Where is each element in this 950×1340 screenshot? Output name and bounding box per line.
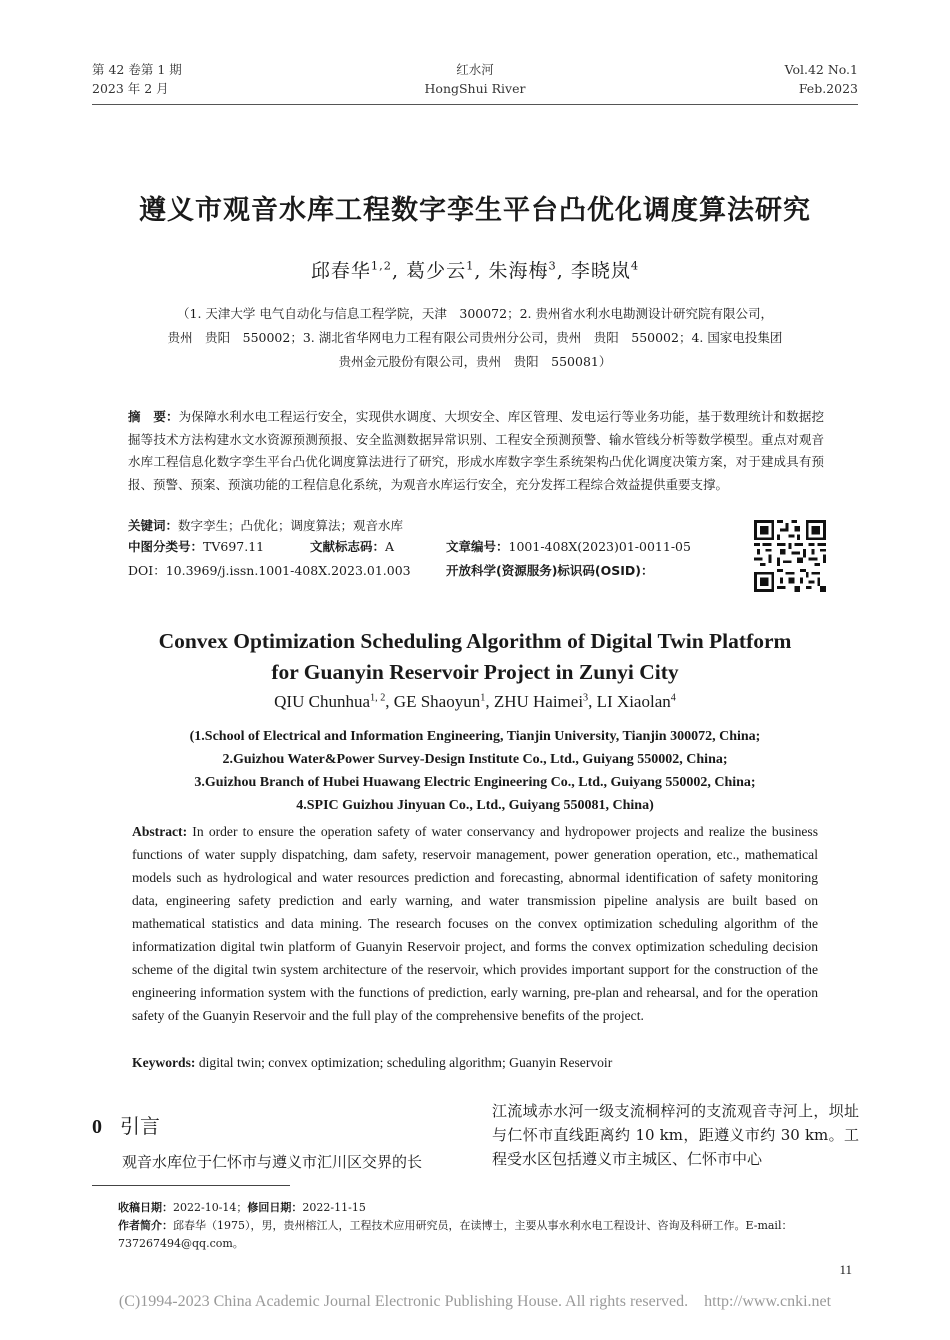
abstract-text-cn: 为保障水利水电工程运行安全，实现供水调度、大坝安全、库区管理、发电运行等业务功能，基于数理统计和数据挖掘等技术方法构建水文水资源预测预报、安全监测数据异常识别、工程安全预测预警、输水管线分析等数学模型。重点对观音水库工程信息化数字孪生平台凸优化调度算法进行了研究，形成水库数字孪生系统架构凸优化调度决策方案，对于建成具有预报、预警、预案、预演功能的工程信息化系统，为观音水库运行安全，充分发挥工程综合效益提供重要支撑。 (128, 409, 824, 492)
affiliation-line: 3.Guizhou Branch of Hubei Huawang Electric Engineering Co., Ltd., Guiyang 550002, China; (194, 775, 756, 790)
author-affil-sup: 1, 2 (370, 692, 386, 704)
author-name: 邱春华 (310, 260, 371, 282)
body-paragraph-right: 江流域赤水河一级支流桐梓河的支流观音寺河上，坝址与仁怀市直线距离约 10 km，距遵义市约 30 km。工程受水区包括遵义市主城区、仁怀市中心 (492, 1102, 859, 1168)
body-paragraph-left: 观音水库位于仁怀市与遵义市汇川区交界的长 (122, 1153, 423, 1171)
volume-issue-cn: 第 42 卷第 1 期 (92, 62, 182, 77)
author-name: GE Shaoyun (393, 692, 481, 711)
title-line: for Guanyin Reservoir Project in Zunyi City (271, 660, 679, 684)
date-en: Feb.2023 (798, 81, 858, 96)
author-affil-sup: 1,2 (370, 258, 393, 273)
author-affil-sup: 3 (548, 258, 557, 273)
affiliation-line: 贵州 贵阳 550002；3. 湖北省华网电力工程有限公司贵州分公司，贵州 贵阳 550002；4. 国家电投集团 (167, 330, 783, 345)
revised-label: 修回日期： (247, 1201, 303, 1214)
abstract-cn (128, 406, 824, 496)
clc-number: 中图分类号：TV697.11 (128, 539, 265, 554)
author-affil-sup: 1 (466, 258, 475, 273)
footnote-dates (118, 1199, 858, 1217)
affiliations-cn (120, 302, 830, 374)
author-bio-text: 邱春华（1975），男，贵州榕江人，工程技术应用研究员，在读博士，主要从事水利水电工程设计、咨询及科研工作。E-mail：737267494@qq.com。 (118, 1219, 793, 1250)
keywords-text-en: digital twin; convex optimization; scheduling algorithm; Guanyin Reservoir (195, 1055, 613, 1070)
abstract-en (132, 820, 818, 1027)
journal-name-cn: 红水河 (456, 62, 494, 77)
keywords-cn (128, 515, 824, 538)
affiliation-line: （1. 天津大学 电气自动化与信息工程学院，天津 300072；2. 贵州省水利水电勘测设计研究院有限公司， (177, 306, 773, 321)
revised-date: 2022-11-15 (302, 1201, 366, 1214)
doi: DOI：10.3969/j.issn.1001-408X.2023.01.003 (128, 563, 411, 578)
received-label: 收稿日期： (118, 1201, 173, 1214)
running-header-right (785, 60, 858, 98)
article-number: 文章编号：1001-408X(2023)01-0011-05 (446, 539, 691, 554)
title-line: Convex Optimization Scheduling Algorithm of Digital Twin Platform (158, 629, 792, 653)
document-code: 文献标志码：A (310, 539, 395, 554)
keywords-label-en: Keywords: (132, 1055, 196, 1070)
author-list-en: QIU Chunhua$^{1, 2}$, GE Shaoyun$^1$, ZHU Haimei$^3$, LI Xiaolan$^4$ (274, 692, 676, 711)
osid-qr-code[interactable] (754, 520, 826, 592)
paper-title-en (80, 626, 870, 688)
header-divider (92, 104, 858, 105)
keywords-label-cn: 关键词： (128, 518, 179, 533)
affiliations-en (100, 725, 850, 817)
author-bio-label: 作者简介： (118, 1219, 173, 1232)
paper-title-cn: 遵义市观音水库工程数字孪生平台凸优化调度算法研究 (139, 195, 811, 226)
osid-label: 开放科学(资源服务)标识码(OSID)： (446, 563, 654, 578)
author-affil-sup: 4 (670, 692, 676, 704)
abstract-label-cn: 摘 要： (128, 409, 179, 424)
affiliation-line: (1.School of Electrical and Information Engineering, Tianjin University, Tianjin 300072, China; (189, 729, 761, 744)
keywords-en (132, 1051, 818, 1074)
volume-issue-en: Vol.42 No.1 (784, 62, 858, 77)
author-name: LI Xiaolan (596, 692, 671, 711)
author-name: 朱海梅 (488, 260, 549, 282)
author-name: 李晓岚 (570, 260, 631, 282)
author-affil-sup: 4 (630, 258, 640, 273)
abstract-label-en: Abstract: (132, 824, 188, 839)
section-heading (92, 1110, 160, 1139)
author-list-cn: 邱春华$^{1,2}$, 葛少云$^1$, 朱海梅$^3$, 李晓岚$^4$ (310, 258, 640, 282)
keywords-text-cn: 数字孪生；凸优化；调度算法；观音水库 (178, 518, 404, 533)
date-cn: 2023 年 2 月 (92, 81, 169, 96)
abstract-text-en: In order to ensure the operation safety of water conservancy and hydropower projects and realize the business functions of water supply dispatching, dam safety, reservoir management, power generation operation, etc., mathematical models such as hydrological and water resources prediction and forecasting, abnormal identification of safety monitoring data, engineering safety prediction and early warning, and water transmission pipeline analysis are built based on mathematical statistics and data mining. The research focuses on the convex optimization scheduling algorithm of the informatization digital twin platform of Guanyin Reservoir project, and forms the convex optimization scheduling decision scheme of the digital twin system architecture of the reservoir, which provides important support for the construction of the engineering information system with the functions of prediction, early warning, pre-plan and rehearsal, and for the operation safety of the Guanyin Reservoir and the full play of the comprehensive benefits of the project. (132, 824, 818, 1023)
affiliation-line: 贵州金元股份有限公司，贵州 贵阳 550081） (338, 354, 612, 369)
affiliation-line: 4.SPIC Guizhou Jinyuan Co., Ltd., Guiyang 550081, China) (296, 798, 654, 813)
author-name: QIU Chunhua (274, 692, 371, 711)
footnote-divider (92, 1185, 290, 1186)
cnki-copyright-notice: (C)1994-2023 China Academic Journal Electronic Publishing House. All rights reserved. http://www.cnki.net (118, 1293, 832, 1310)
footnote-author-bio (118, 1217, 858, 1253)
author-affil-sup: 1 (480, 692, 486, 704)
affiliation-line: 2.Guizhou Water&Power Survey-Design Institute Co., Ltd., Guiyang 550002, China; (222, 752, 728, 767)
section-number: 0 (92, 1116, 102, 1138)
page-number: 11 (839, 1262, 852, 1277)
journal-name-en: HongShui River (424, 81, 526, 96)
section-title: 引言 (120, 1114, 160, 1138)
author-name: ZHU Haimei (493, 692, 584, 711)
received-date: 2022-10-14； (173, 1201, 248, 1214)
author-name: 葛少云 (406, 260, 467, 282)
author-affil-sup: 3 (583, 692, 589, 704)
